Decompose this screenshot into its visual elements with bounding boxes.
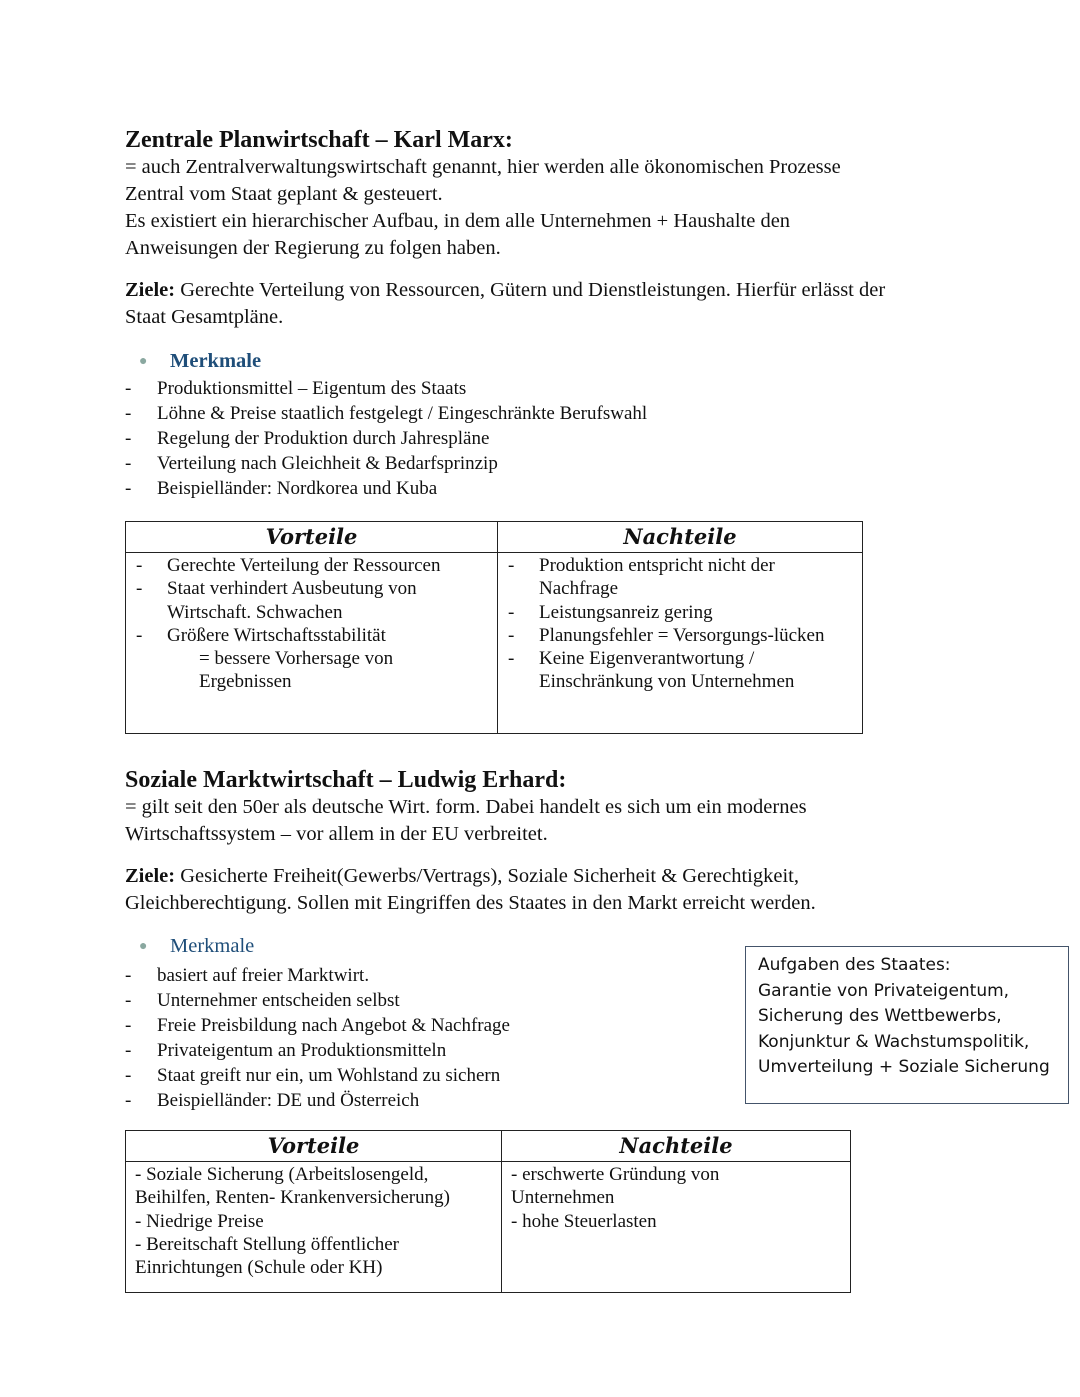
goals-label: Ziele: [125, 279, 176, 301]
goals-line: Staat Gesamtpläne. [125, 306, 284, 328]
features-heading-text: Merkmale [170, 935, 255, 957]
list-item: - Verteilung nach Gleichheit & Bedarfsprinzip [125, 453, 498, 474]
state-tasks-box [745, 946, 1069, 1104]
features-heading [139, 350, 261, 373]
list-item: - Freie Preisbildung nach Angebot & Nachfrage [125, 1015, 510, 1036]
bullet-icon: ● [139, 938, 148, 954]
list-item: - Staat greift nur ein, um Wohlstand zu sichern [125, 1065, 501, 1086]
list-item: - Privateigentum an Produktionsmitteln [125, 1040, 447, 1061]
section-title: Zentrale Planwirtschaft – Karl Marx: [125, 127, 513, 153]
state-tasks-heading: Aufgaben des Staates: [758, 955, 951, 975]
features-heading-text: Merkmale [170, 350, 262, 372]
goals-line: Gleichberechtigung. Sollen mit Eingriffen des Staates in den Markt erreicht werden. [125, 892, 816, 914]
list-item: - Beispielländer: DE und Österreich [125, 1090, 420, 1111]
pros-header: Vorteile [126, 1131, 502, 1162]
section-title: Soziale Marktwirtschaft – Ludwig Erhard: [125, 767, 567, 793]
intro-line: = gilt seit den 50er als deutsche Wirt. form. Dabei handelt es sich um ein modernes [125, 796, 807, 818]
features-heading [139, 935, 254, 958]
goals-text: Gerechte Verteilung von Ressourcen, Gütern und Dienstleistungen. Hierfür erlässt der [175, 279, 886, 301]
list-item: - Unternehmer entscheiden selbst [125, 990, 400, 1011]
cons-cell: - Produktion entspricht nicht der Nachfrage - Leistungsanreiz gering - Planungsfehler = Versorgungs-lücken - Keine Eigenverantwortung / Einschränkung von Unternehmen [498, 553, 863, 734]
state-task: Garantie von Privateigentum, [758, 980, 1010, 1001]
bullet-icon: ● [139, 353, 148, 369]
goals-line [125, 277, 885, 304]
goals-text: Gesicherte Freiheit(Gewerbs/Vertrags), Soziale Sicherheit & Gerechtigkeit, [175, 865, 799, 887]
state-task: Sicherung des Wettbewerbs, [758, 1006, 1002, 1026]
list-item: - Regelung der Produktion durch Jahrespläne [125, 428, 490, 449]
pros-header: Vorteile [126, 522, 498, 553]
state-task: Umverteilung + Soziale Sicherung [758, 1057, 1050, 1077]
goals-label: Ziele: [125, 865, 176, 887]
features-list [125, 376, 647, 501]
pros-cell: - Soziale Sicherung (Arbeitslosengeld, Beihilfen, Renten- Krankenversicherung) - Niedrige Preise - Bereitschaft Stellung öffentlicher Einrichtungen (Schule oder KH) [126, 1162, 502, 1293]
cons-cell: - erschwerte Gründung von Unternehmen - hohe Steuerlasten [502, 1162, 851, 1293]
cons-header: Nachteile [502, 1131, 851, 1162]
list-item: - Beispielländer: Nordkorea und Kuba [125, 478, 438, 499]
intro-line: Anweisungen der Regierung zu folgen haben. [125, 237, 501, 259]
intro-line: Wirtschaftssystem – vor allem in der EU verbreitet. [125, 823, 548, 845]
intro-line: = auch Zentralverwaltungswirtschaft genannt, hier werden alle ökonomischen Prozesse [125, 156, 841, 178]
features-list [125, 963, 510, 1113]
cons-header: Nachteile [498, 522, 863, 553]
intro-line: Es existiert ein hierarchischer Aufbau, in dem alle Unternehmen + Haushalte den [125, 210, 791, 232]
pros-cons-table [125, 1130, 851, 1293]
list-item: - basiert auf freier Marktwirt. [125, 965, 370, 986]
intro-line: Zentral vom Staat geplant & gesteuert. [125, 183, 443, 205]
list-item: - Produktionsmittel – Eigentum des Staats [125, 378, 467, 399]
pros-cell: - Gerechte Verteilung der Ressourcen - Staat verhindert Ausbeutung von Wirtschaft. Schwachen - Größere Wirtschaftsstabilität = bessere Vorhersage von Ergebnissen [126, 553, 498, 734]
list-item: - Löhne & Preise staatlich festgelegt / Eingeschränkte Berufswahl [125, 403, 648, 424]
section-planwirtschaft [125, 126, 885, 331]
state-task: Konjunktur & Wachstumspolitik, [758, 1031, 1030, 1052]
section-marktwirtschaft [125, 766, 816, 917]
pros-cons-table [125, 521, 863, 734]
goals-line [125, 863, 816, 890]
